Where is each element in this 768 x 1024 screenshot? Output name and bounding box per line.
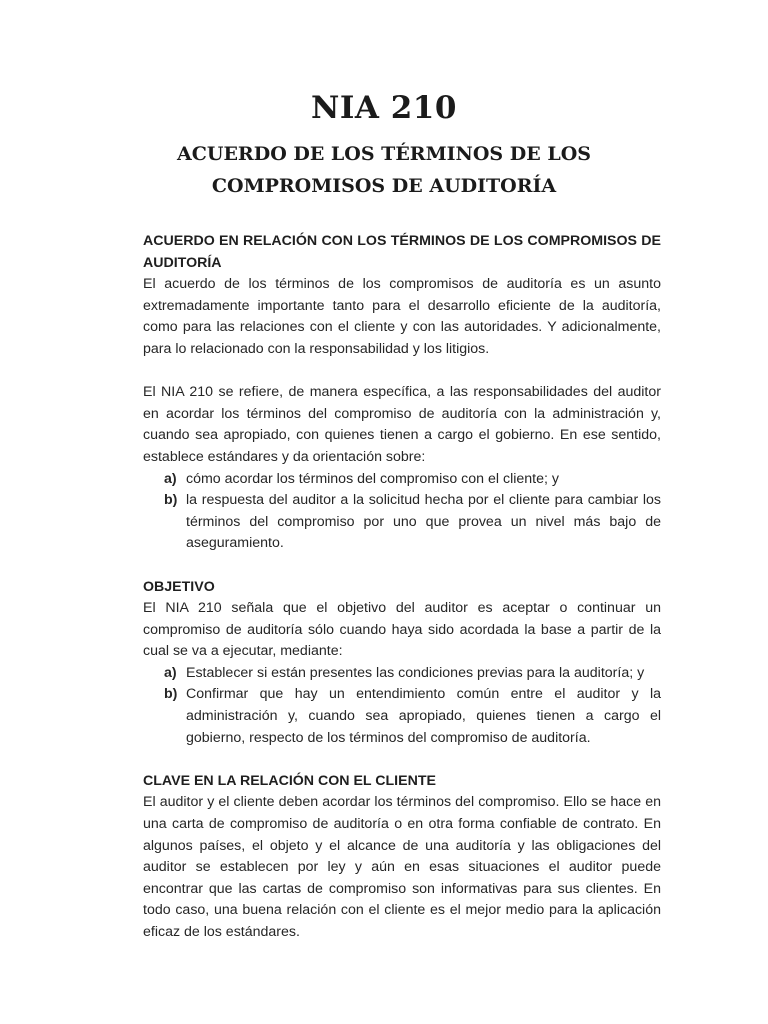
list-item: [143, 663, 661, 685]
list-item: [143, 469, 661, 491]
section-clave: [143, 771, 661, 944]
section-spacer: [143, 749, 661, 771]
list-item-text: la respuesta del auditor a la solicitud hecha por el cliente para cambiar los términos del compromiso por uno que provea un nivel más bajo de aseguramiento.: [186, 492, 661, 552]
document-body: [143, 231, 661, 944]
paragraph-acuerdo-scope: El NIA 210 se refiere, de manera específica, a las responsabilidades del auditor en acordar los términos del compromiso de auditoría con la administración y, cuando sea apropiado, con quienes tienen a cargo el gobierno. En ese sentido, establece estándares y da orientación sobre:: [143, 384, 661, 465]
list-acuerdo: [143, 469, 661, 555]
paragraph-objetivo: El NIA 210 señala que el objetivo del auditor es aceptar o continuar un compromiso de auditoría sólo cuando haya sido acordada la base a partir de la cual se va a ejecutar, mediante:: [143, 600, 661, 660]
list-item: [143, 490, 661, 555]
list-item-marker: a): [164, 664, 177, 681]
list-item-marker: b): [164, 686, 178, 703]
paragraph-spacer: [143, 361, 661, 383]
list-objetivo: [143, 663, 661, 749]
paragraph-clave: El auditor y el cliente deben acordar los términos del compromiso. Ello se hace en una carta de compromiso de auditoría o en otra forma confiable de contrato. En algunos países, el objeto y el alcance de una auditoría y las obligaciones del auditor se establecen por ley y aún en esas situaciones el auditor puede encontrar que las cartas de compromiso son informativas para sus clientes. En todo caso, una buena relación con el cliente es el mejor medio para la aplicación eficaz de los estándares.: [143, 794, 661, 940]
section-heading-acuerdo: ACUERDO EN RELACIÓN CON LOS TÉRMINOS DE LOS COMPROMISOS DE AUDITORÍA: [143, 233, 661, 271]
paragraph-acuerdo-intro: El acuerdo de los términos de los compromisos de auditoría es un asunto extremadamente importante tanto para el desarrollo eficiente de la auditoría, como para las relaciones con el cliente y con las autoridades. Y adicionalmente, para lo relacionado con la responsabilidad y los litigios.: [143, 276, 661, 357]
section-objetivo: [143, 577, 661, 750]
section-heading-clave: CLAVE EN LA RELACIÓN CON EL CLIENTE: [143, 772, 436, 789]
section-spacer: [143, 555, 661, 577]
section-heading-objetivo: OBJETIVO: [143, 578, 215, 595]
document-subtitle-line-2: COMPROMISOS DE AUDITORÍA: [211, 175, 557, 197]
list-item-marker: b): [164, 492, 178, 509]
list-item-text: Establecer si están presentes las condiciones previas para la auditoría; y: [186, 664, 645, 681]
list-item: [143, 684, 661, 749]
list-item-text: cómo acordar los términos del compromiso con el cliente; y: [186, 470, 559, 487]
list-item-text: Confirmar que hay un entendimiento común entre el auditor y la administración y, cuando sea apropiado, quienes tienen a cargo el gobierno, respecto de los términos del compromiso de auditoría.: [186, 686, 661, 746]
section-acuerdo: [143, 231, 661, 555]
list-item-marker: a): [164, 470, 177, 487]
document-subtitle-line-1: ACUERDO DE LOS TÉRMINOS DE LOS: [177, 143, 591, 165]
document-title: NIA 210: [311, 90, 457, 126]
